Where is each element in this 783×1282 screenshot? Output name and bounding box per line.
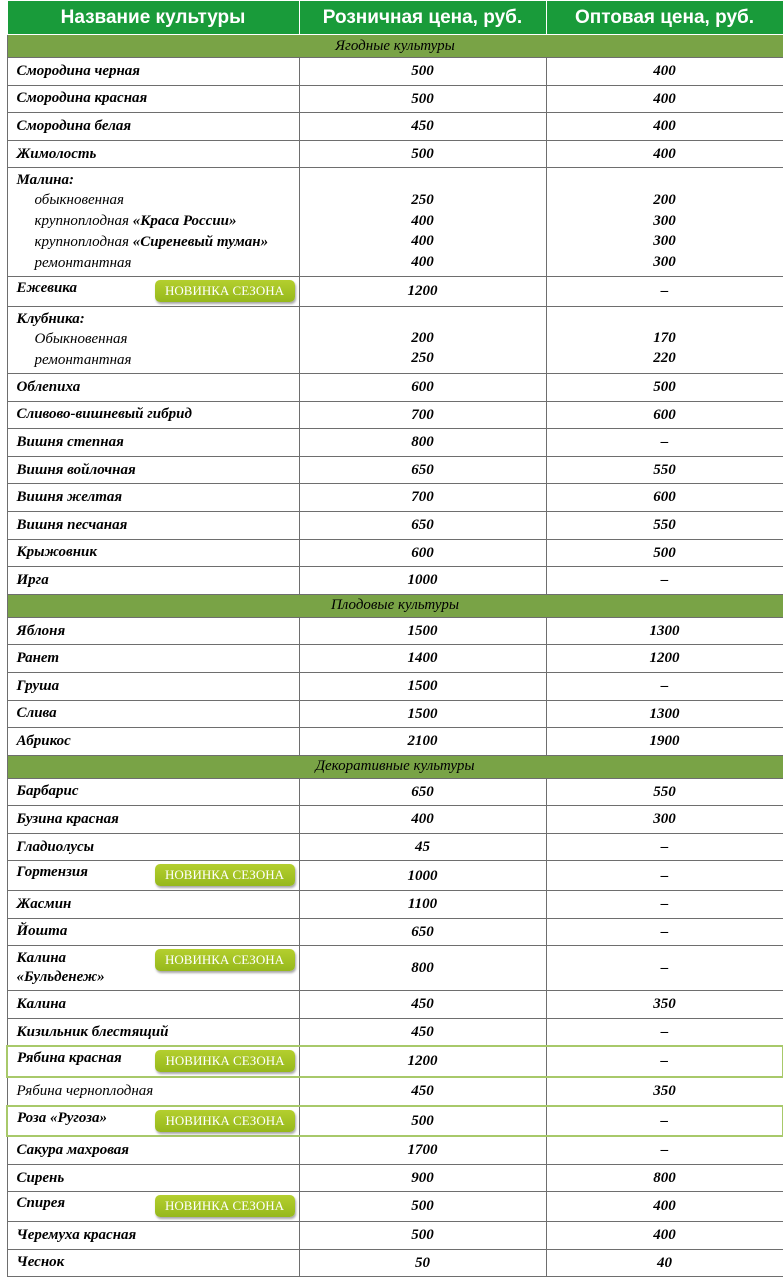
table-row	[7, 113, 783, 141]
crop-name: Смородина белая	[16, 117, 132, 134]
retail-price: 50	[299, 1249, 546, 1277]
crop-name: Абрикос	[16, 732, 71, 749]
wholesale-price: 400	[546, 1222, 783, 1250]
table-row	[7, 645, 783, 673]
retail-price: 250 400 400 400	[299, 168, 546, 277]
section-title: Ягодные культуры	[7, 35, 783, 58]
table-row	[7, 484, 783, 512]
variety-name: крупноплодная «Краса России»	[34, 213, 237, 230]
retail-price: 650	[299, 778, 546, 806]
table-row	[7, 1249, 783, 1277]
retail-price: 500	[299, 1106, 546, 1137]
table-row	[7, 539, 783, 567]
variety-name: обыкновенная	[34, 192, 124, 209]
price-table	[6, 0, 783, 1277]
wholesale-price: –	[546, 429, 783, 457]
new-season-badge: НОВИНКА СЕЗОНА	[155, 864, 295, 886]
wholesale-price: 550	[546, 511, 783, 539]
table-row	[7, 728, 783, 756]
section-berries	[7, 35, 783, 58]
wholesale-price: –	[546, 1046, 783, 1077]
retail-price: 2100	[299, 728, 546, 756]
wholesale-price: 400	[546, 113, 783, 141]
table-row	[7, 456, 783, 484]
crop-name: Груша	[16, 677, 60, 694]
wholesale-price: 550	[546, 456, 783, 484]
wholesale-price: –	[546, 672, 783, 700]
wholesale-price: 1300	[546, 700, 783, 728]
crop-name: Малина:	[16, 172, 74, 189]
crop-name: Смородина красная	[16, 90, 148, 107]
wholesale-price: –	[546, 946, 783, 991]
wholesale-price: –	[546, 1106, 783, 1137]
variety-name: ремонтантная	[34, 351, 132, 368]
crop-name: Вишня желтая	[16, 489, 123, 506]
crop-name: Сирень	[16, 1169, 65, 1186]
retail-price: 800	[299, 429, 546, 457]
table-row	[7, 1018, 783, 1046]
retail-price: 500	[299, 58, 546, 86]
new-season-badge: НОВИНКА СЕЗОНА	[155, 280, 295, 302]
crop-name: Рябина красная	[17, 1050, 122, 1067]
crop-name: Калина	[16, 996, 67, 1013]
retail-price: 600	[299, 373, 546, 401]
wholesale-price: 1300	[546, 617, 783, 645]
table-row	[7, 85, 783, 113]
crop-name: Яблоня	[16, 622, 66, 639]
retail-price: 500	[299, 1192, 546, 1222]
retail-price: 1500	[299, 700, 546, 728]
crop-name: Вишня войлочная	[16, 461, 136, 478]
retail-price: 500	[299, 140, 546, 168]
variety-name: крупноплодная «Сиреневый туман»	[34, 234, 269, 251]
table-row	[7, 617, 783, 645]
crop-name: Смородина черная	[16, 62, 141, 79]
retail-price: 650	[299, 511, 546, 539]
retail-price: 450	[299, 991, 546, 1019]
wholesale-price: –	[546, 1136, 783, 1164]
new-season-badge: НОВИНКА СЕЗОНА	[155, 1195, 295, 1217]
wholesale-price: –	[546, 891, 783, 919]
table-row	[7, 58, 783, 86]
crop-name: Чеснок	[16, 1254, 65, 1271]
retail-price: 400	[299, 806, 546, 834]
crop-name: Спирея	[16, 1195, 66, 1212]
wholesale-price: 1900	[546, 728, 783, 756]
table-row	[7, 1164, 783, 1192]
table-row	[7, 1077, 783, 1106]
crop-name: Черемуха красная	[16, 1226, 137, 1243]
crop-name: Вишня степная	[16, 433, 124, 450]
wholesale-price: 1200	[546, 645, 783, 673]
table-row	[7, 833, 783, 861]
crop-name: Бузина красная	[16, 811, 119, 828]
table-row	[7, 891, 783, 919]
retail-price: 700	[299, 484, 546, 512]
wholesale-price: –	[546, 861, 783, 891]
crop-name: Жимолость	[16, 145, 97, 162]
section-title: Плодовые культуры	[7, 594, 783, 617]
table-row-highlighted	[7, 1106, 783, 1137]
wholesale-price: –	[546, 277, 783, 307]
table-row	[7, 1136, 783, 1164]
new-season-badge: НОВИНКА СЕЗОНА	[155, 1110, 295, 1132]
wholesale-price: 170 220	[546, 306, 783, 373]
new-season-badge: НОВИНКА СЕЗОНА	[155, 1050, 295, 1072]
retail-price: 1100	[299, 891, 546, 919]
crop-name: Роза «Ругоза»	[17, 1109, 108, 1126]
header-retail: Розничная цена, руб.	[299, 1, 546, 35]
wholesale-price: 800	[546, 1164, 783, 1192]
table-row-raspberry	[7, 168, 783, 277]
crop-name: Сливово-вишневый гибрид	[16, 406, 192, 423]
table-row	[7, 1222, 783, 1250]
retail-price: 500	[299, 1222, 546, 1250]
wholesale-price: –	[546, 1018, 783, 1046]
wholesale-price: 200 300 300 300	[546, 168, 783, 277]
new-season-badge: НОВИНКА СЕЗОНА	[155, 949, 295, 971]
retail-price: 200 250	[299, 306, 546, 373]
crop-name: Клубника:	[16, 310, 85, 327]
crop-name: Рябина черноплодная	[16, 1082, 154, 1099]
retail-price: 1500	[299, 672, 546, 700]
crop-name: Йошта	[16, 923, 68, 940]
wholesale-price: 400	[546, 140, 783, 168]
table-row	[7, 1192, 783, 1222]
crop-name: Крыжовник	[16, 544, 97, 561]
variety-name: ремонтантная	[34, 255, 132, 272]
crop-name: Ранет	[16, 650, 60, 667]
retail-price: 1400	[299, 645, 546, 673]
table-row	[7, 511, 783, 539]
header-row	[7, 1, 783, 35]
table-row	[7, 277, 783, 307]
table-row	[7, 946, 783, 991]
table-row	[7, 700, 783, 728]
section-decorative	[7, 755, 783, 778]
wholesale-price: 400	[546, 58, 783, 86]
retail-price: 600	[299, 539, 546, 567]
table-row	[7, 401, 783, 429]
crop-name: Гортензия	[16, 864, 88, 881]
table-row-strawberry	[7, 306, 783, 373]
crop-name: Облепиха	[16, 378, 81, 395]
table-row	[7, 567, 783, 595]
wholesale-price: 600	[546, 484, 783, 512]
retail-price: 450	[299, 1018, 546, 1046]
retail-price: 500	[299, 85, 546, 113]
retail-price: 650	[299, 456, 546, 484]
table-row	[7, 429, 783, 457]
wholesale-price: –	[546, 918, 783, 946]
retail-price: 1000	[299, 567, 546, 595]
wholesale-price: 40	[546, 1249, 783, 1277]
table-row	[7, 373, 783, 401]
wholesale-price: 400	[546, 1192, 783, 1222]
wholesale-price: 500	[546, 373, 783, 401]
table-row	[7, 991, 783, 1019]
wholesale-price: 300	[546, 806, 783, 834]
retail-price: 1200	[299, 1046, 546, 1077]
wholesale-price: –	[546, 833, 783, 861]
crop-name: Вишня песчаная	[16, 516, 128, 533]
wholesale-price: 350	[546, 991, 783, 1019]
wholesale-price: 600	[546, 401, 783, 429]
retail-price: 900	[299, 1164, 546, 1192]
wholesale-price: 500	[546, 539, 783, 567]
retail-price: 450	[299, 1077, 546, 1106]
variety-name: Обыкновенная	[34, 330, 128, 347]
retail-price: 650	[299, 918, 546, 946]
crop-name: Барбарис	[16, 783, 79, 800]
retail-price: 45	[299, 833, 546, 861]
wholesale-price: –	[546, 567, 783, 595]
crop-name: Жасмин	[16, 895, 72, 912]
table-row	[7, 918, 783, 946]
crop-name: Сакура махровая	[16, 1142, 130, 1159]
table-row-highlighted	[7, 1046, 783, 1077]
crop-name-line2: «Бульденеж»	[16, 969, 105, 986]
crop-name: Ежевика	[16, 280, 78, 297]
table-row	[7, 140, 783, 168]
table-row	[7, 672, 783, 700]
retail-price: 1000	[299, 861, 546, 891]
retail-price: 1500	[299, 617, 546, 645]
crop-name: Калина	[16, 950, 67, 967]
retail-price: 1700	[299, 1136, 546, 1164]
retail-price: 800	[299, 946, 546, 991]
wholesale-price: 550	[546, 778, 783, 806]
retail-price: 450	[299, 113, 546, 141]
table-row	[7, 806, 783, 834]
section-title: Декоративные культуры	[7, 755, 783, 778]
crop-name: Кизильник блестящий	[16, 1023, 169, 1040]
wholesale-price: 350	[546, 1077, 783, 1106]
wholesale-price: 400	[546, 85, 783, 113]
crop-name: Слива	[16, 705, 57, 722]
header-wholesale: Оптовая цена, руб.	[546, 1, 783, 35]
table-row	[7, 778, 783, 806]
section-fruit	[7, 594, 783, 617]
retail-price: 700	[299, 401, 546, 429]
crop-name: Гладиолусы	[16, 838, 95, 855]
table-row	[7, 861, 783, 891]
header-name: Название культуры	[7, 1, 299, 35]
crop-name: Ирга	[16, 571, 49, 588]
retail-price: 1200	[299, 277, 546, 307]
